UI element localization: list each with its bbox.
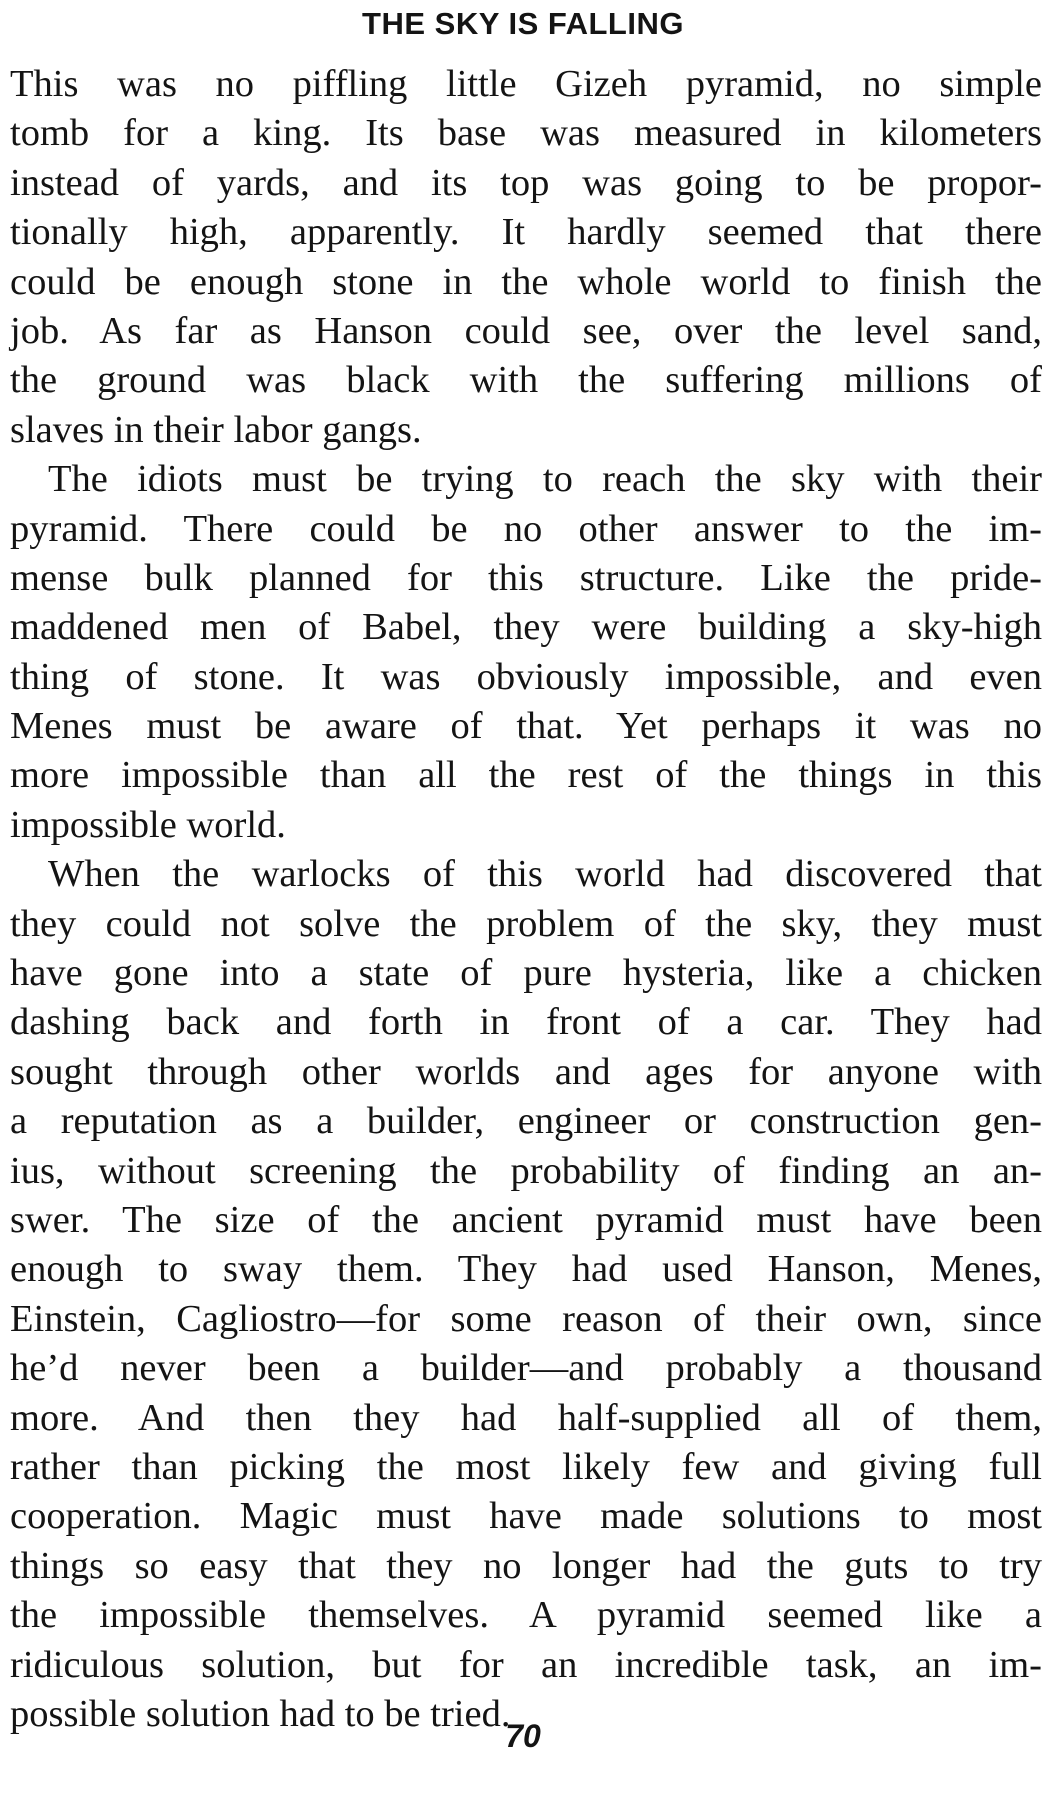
text-line: The idiots must be trying to reach the sky with their (48, 458, 1042, 501)
text-line: more impossible than all the rest of the things in this (10, 754, 1042, 797)
text-line: ridiculous solution, but for an incredible task, an im- (10, 1643, 1042, 1686)
page-number: 70 (505, 1718, 541, 1754)
text-line: ius, without screening the probability of finding an an- (10, 1149, 1042, 1192)
text-line: When the warlocks of this world had discovered that (48, 853, 1042, 896)
text-line: rather than picking the most likely few and giving full (10, 1445, 1042, 1488)
text-line: instead of yards, and its top was going to be propor- (10, 161, 1042, 204)
text-line: the ground was black with the suffering millions of (10, 359, 1042, 402)
text-line: slaves in their labor gangs. (10, 408, 422, 451)
text-line: a reputation as a builder, engineer or construction gen- (10, 1100, 1042, 1143)
text-line: dashing back and forth in front of a car. They had (10, 1001, 1042, 1044)
text-line: enough to sway them. They had used Hanson, Menes, (10, 1248, 1042, 1291)
text-line: thing of stone. It was obviously impossible, and even (10, 655, 1042, 698)
text-line: Einstein, Cagliostro—for some reason of their own, since (10, 1297, 1042, 1340)
text-line: pyramid. There could be no other answer to the im- (10, 507, 1042, 550)
text-line: could be enough stone in the whole world to finish the (10, 260, 1042, 303)
paragraph (10, 455, 1042, 850)
text-line: Menes must be aware of that. Yet perhaps it was no (10, 705, 1042, 748)
running-head-title: THE SKY IS FALLING (362, 6, 684, 41)
body-text (10, 60, 1042, 1739)
text-line: the impossible themselves. A pyramid seemed like a (10, 1594, 1042, 1637)
text-line: maddened men of Babel, they were building a sky-high (10, 606, 1042, 649)
text-line: This was no piffling little Gizeh pyramid, no simple (10, 63, 1042, 105)
text-line: job. As far as Hanson could see, over the level sand, (10, 309, 1042, 352)
text-line: possible solution had to be tried. (10, 1692, 511, 1735)
text-line: tionally high, apparently. It hardly seemed that there (10, 211, 1042, 254)
text-line: cooperation. Magic must have made solutions to most (10, 1495, 1042, 1538)
paragraph (10, 850, 1042, 1739)
text-line: have gone into a state of pure hysteria, like a chicken (10, 952, 1042, 995)
text-line: mense bulk planned for this structure. Like the pride- (10, 556, 1042, 599)
text-line: more. And then they had half-supplied all of them, (10, 1396, 1042, 1439)
paragraph (10, 60, 1042, 455)
text-line: they could not solve the problem of the sky, they must (10, 902, 1042, 945)
text-line: sought through other worlds and ages for anyone with (10, 1050, 1042, 1093)
text-line: tomb for a king. Its base was measured in kilometers (10, 112, 1042, 155)
text-line: things so easy that they no longer had the guts to try (10, 1544, 1042, 1587)
text-line: he’d never been a builder—and probably a thousand (10, 1347, 1042, 1390)
text-line: impossible world. (10, 803, 286, 846)
text-line: swer. The size of the ancient pyramid must have been (10, 1198, 1042, 1241)
